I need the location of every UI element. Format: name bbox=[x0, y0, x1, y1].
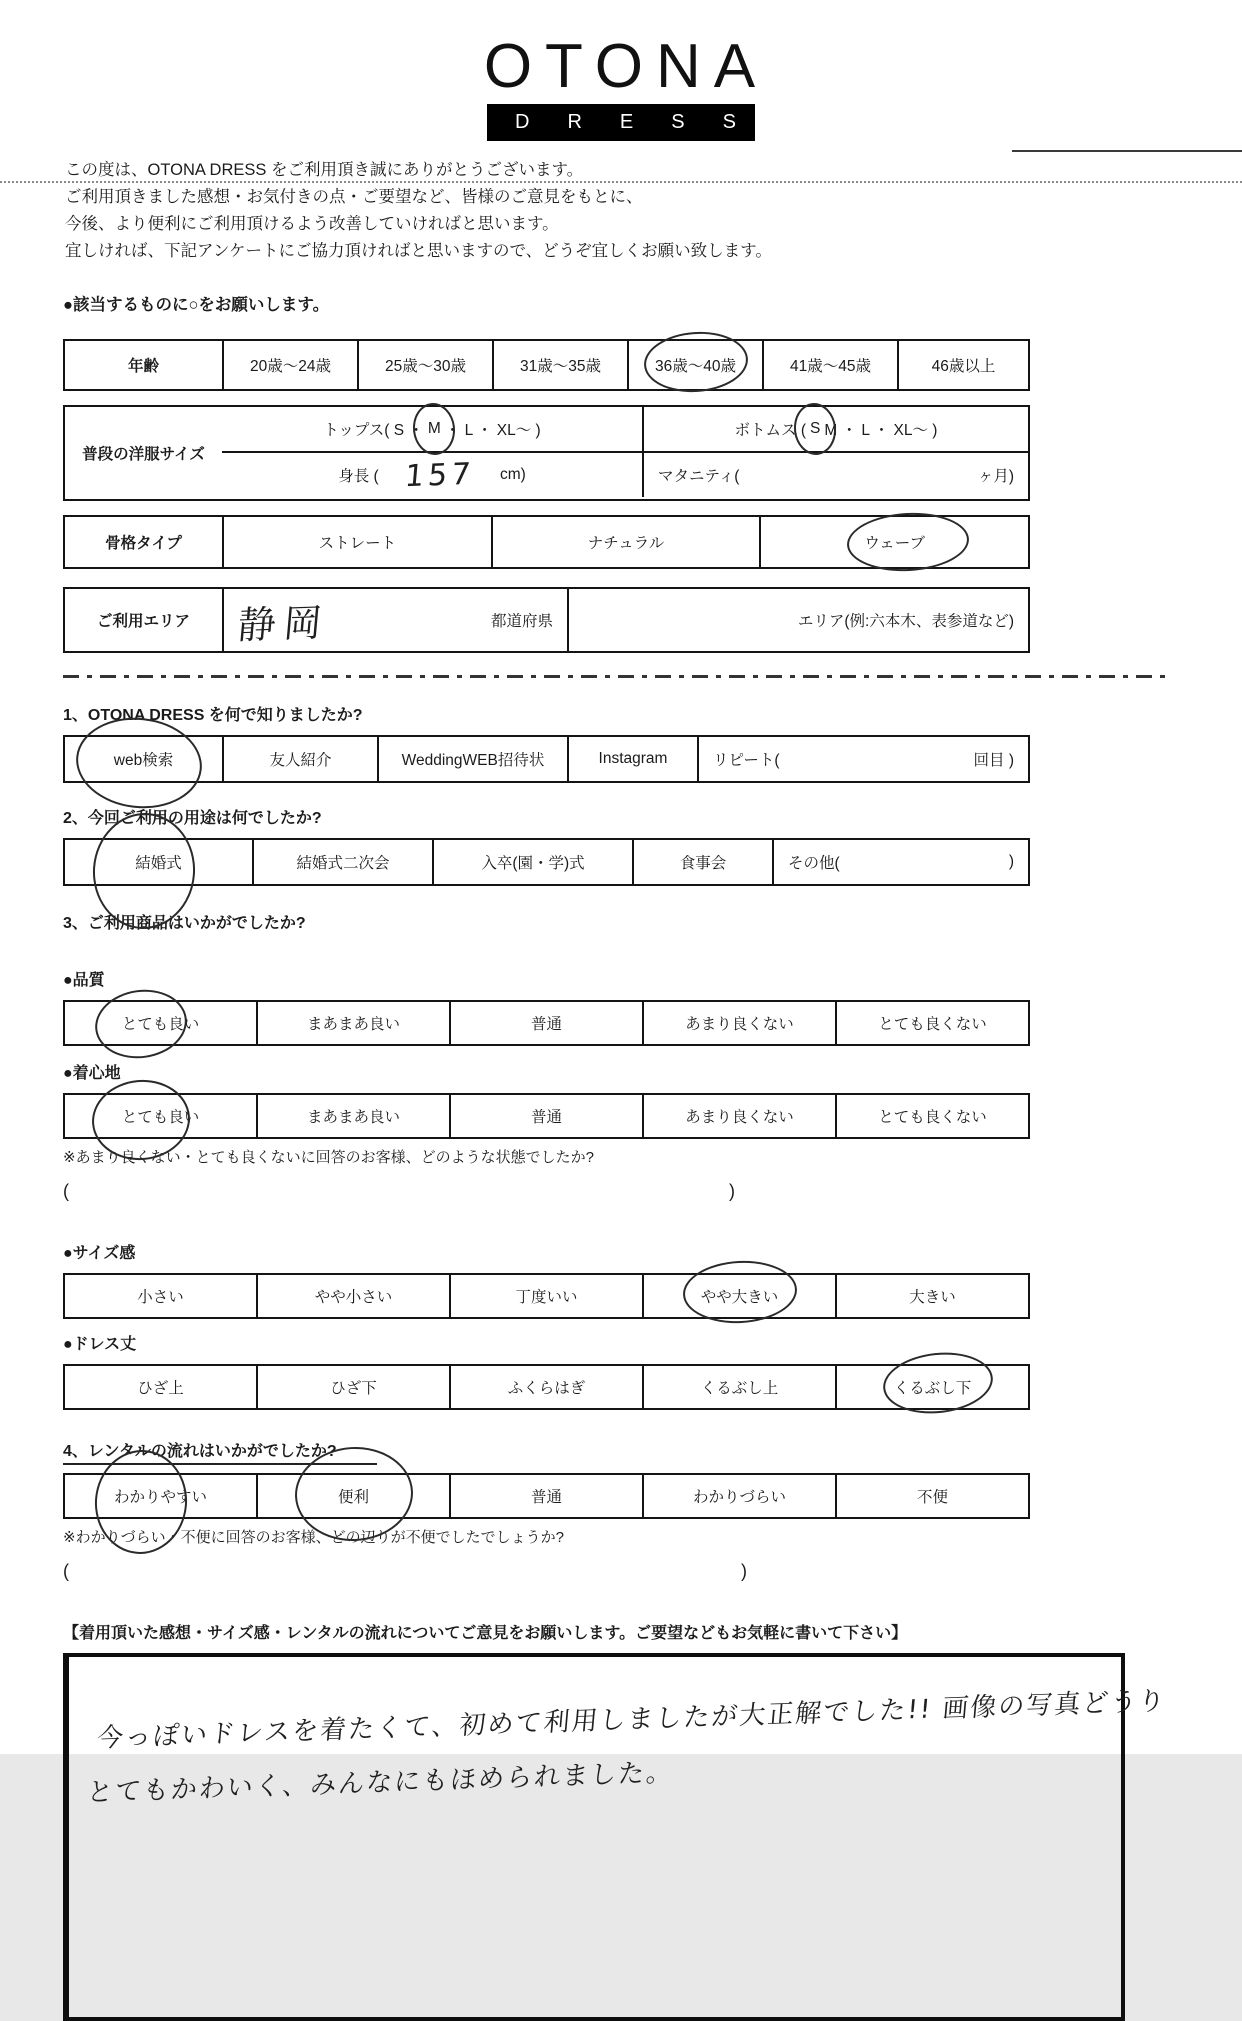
intro-line: 宜しければ、下記アンケートにご協力頂ければと思いますので、どうぞ宜しくお願い致します。 bbox=[65, 242, 772, 260]
age-label: 年齢 bbox=[127, 358, 159, 375]
q2-option-other bbox=[772, 840, 1028, 884]
size-feel-option-bit-small: やや小さい bbox=[256, 1275, 449, 1317]
intro-line: 今後、より便利にご利用頂けるよう改善していければと思います。 bbox=[65, 215, 559, 233]
comfort-option-fairly-good: まあまあ良い bbox=[256, 1095, 449, 1137]
bottoms-prefix: ボトムス ( bbox=[734, 422, 806, 439]
comment-box bbox=[63, 1653, 1168, 2021]
q4-option-label: わかりやすい bbox=[113, 1489, 207, 1506]
circle-instruction: ●該当するものに○をお願いします。 bbox=[63, 296, 330, 314]
age-option-46plus: 46歳以上 bbox=[897, 341, 1028, 389]
q2-other-prefix: その他( bbox=[788, 855, 840, 872]
maternity-suffix: ヶ月) bbox=[977, 468, 1014, 485]
age-option-label: 36歳〜40歳 bbox=[655, 358, 736, 375]
comfort-option-very-bad: とても良くない bbox=[835, 1095, 1028, 1137]
size-feel-table bbox=[63, 1273, 1030, 1319]
q4-title-text: 4、レンタルの流れはいかがでしたか? bbox=[63, 1438, 377, 1465]
q1-option-wedding-web: WeddingWEB招待状 bbox=[377, 737, 567, 781]
dotted-rule bbox=[0, 181, 1242, 183]
size-rows bbox=[222, 407, 1028, 499]
q4-option-label: 便利 bbox=[337, 1489, 369, 1506]
paren-open: ( bbox=[63, 1561, 69, 1581]
bottoms-cell bbox=[642, 407, 1028, 451]
size-feel-option-small: 小さい bbox=[137, 1289, 184, 1306]
q1-repeat-prefix: リピート( bbox=[713, 752, 780, 769]
height-suffix: cm) bbox=[499, 466, 526, 483]
q2-option-afterparty: 結婚式二次会 bbox=[252, 840, 432, 884]
q4-option-hard-to-understand: わかりづらい bbox=[642, 1475, 835, 1517]
q1-option-friend-referral: 友人紹介 bbox=[222, 737, 377, 781]
skeleton-type-table bbox=[63, 515, 1030, 569]
tops-prefix: トップス( S ・ bbox=[323, 422, 424, 439]
age-option-20-24: 20歳〜24歳 bbox=[222, 341, 357, 389]
q3-title: 3、ご利用商品はいかがでしたか? bbox=[63, 915, 306, 932]
tops-circled-label: M bbox=[427, 420, 441, 437]
height-handwritten-value: 157 bbox=[403, 456, 476, 494]
size-label: 普段の洋服サイズ bbox=[82, 446, 205, 463]
size-feel-option-just-right: 丁度いい bbox=[449, 1275, 642, 1317]
age-option-25-30: 25歳〜30歳 bbox=[357, 341, 492, 389]
quality-option-label: とても良い bbox=[121, 1016, 200, 1033]
brand-subtitle-bar: DRESS bbox=[487, 104, 755, 141]
comfort-option-label: とても良い bbox=[121, 1109, 200, 1126]
q1-option-web-search bbox=[65, 737, 222, 781]
skeleton-option-natural: ナチュラル bbox=[491, 517, 760, 567]
comfort-option-very-good bbox=[65, 1095, 256, 1137]
comfort-option-normal: 普通 bbox=[449, 1095, 642, 1137]
q4-option-easy-to-understand bbox=[65, 1475, 256, 1517]
maternity-cell bbox=[642, 453, 1028, 497]
dress-length-option-above-knee: ひざ上 bbox=[137, 1380, 184, 1397]
q1-table bbox=[63, 735, 1030, 783]
paren-close: ) bbox=[741, 1561, 747, 1581]
tops-suffix: ・ L ・ XL〜 ) bbox=[444, 422, 541, 439]
q4-option-inconvenient: 不便 bbox=[835, 1475, 1028, 1517]
intro-paragraph bbox=[65, 157, 1242, 265]
age-table bbox=[63, 339, 1030, 391]
intro-line: ご利用頂きました感想・お気付きの点・ご要望など、皆様のご意見をもとに、 bbox=[65, 188, 643, 206]
prefecture-unit: 都道府県 bbox=[490, 613, 553, 630]
size-feel-option-large: 大きい bbox=[835, 1275, 1028, 1317]
brand-logo bbox=[0, 0, 1242, 141]
q4-title bbox=[63, 1438, 1242, 1465]
quality-option-very-good bbox=[65, 1002, 256, 1044]
q2-other-suffix: ) bbox=[1008, 853, 1014, 870]
quality-option-very-bad: とても良くない bbox=[835, 1002, 1028, 1044]
quality-table bbox=[63, 1000, 1030, 1046]
usage-area-table bbox=[63, 587, 1030, 653]
tops-cell bbox=[222, 407, 642, 451]
bottoms-circled-label: S bbox=[810, 420, 821, 437]
q4-option-normal: 普通 bbox=[449, 1475, 642, 1517]
comment-handwritten-line: 今っぽいドレスを着たくて、初めて利用しましたが大正解でした!! 画像の写真どうり bbox=[95, 1686, 1168, 1754]
comfort-answer-parens bbox=[63, 1181, 735, 1202]
q1-option-instagram: Instagram bbox=[567, 737, 697, 781]
dress-length-option-below-knee: ひざ下 bbox=[256, 1366, 449, 1408]
dress-length-option-above-ankle: くるぶし上 bbox=[642, 1366, 835, 1408]
dress-length-option-below-ankle bbox=[835, 1366, 1028, 1408]
age-option-31-35: 31歳〜35歳 bbox=[492, 341, 627, 389]
quality-option-fairly-good: まあまあ良い bbox=[256, 1002, 449, 1044]
q2-table bbox=[63, 838, 1030, 886]
comfort-option-not-good: あまり良くない bbox=[642, 1095, 835, 1137]
area-label: ご利用エリア bbox=[96, 613, 190, 630]
q1-title: 1、OTONA DRESS を何で知りましたか? bbox=[63, 707, 363, 724]
brand-title: OTONA bbox=[483, 32, 769, 101]
size-row-top bbox=[222, 407, 1028, 451]
comfort-heading: ●着心地 bbox=[63, 1065, 121, 1082]
dress-length-option-label: くるぶし下 bbox=[893, 1380, 972, 1397]
prefecture-handwritten-value: 静岡 bbox=[235, 599, 332, 648]
q2-option-wedding bbox=[65, 840, 252, 884]
skeleton-option-label: ウェーブ bbox=[864, 535, 925, 552]
q2-option-ceremony: 入卒(園・学)式 bbox=[432, 840, 632, 884]
comment-handwritten-line: とてもかわいく、みんなにもほめられました。 bbox=[85, 1757, 676, 1809]
q2-option-dinner: 食事会 bbox=[632, 840, 772, 884]
quality-option-normal: 普通 bbox=[449, 1002, 642, 1044]
maternity-prefix: マタニティ( bbox=[658, 468, 740, 485]
area-hint-cell: エリア(例:六本木、表参道など) bbox=[567, 589, 1028, 651]
height-cell bbox=[222, 453, 642, 497]
q4-table bbox=[63, 1473, 1030, 1519]
q1-option-label: web検索 bbox=[113, 752, 174, 769]
tops-size-m bbox=[424, 420, 445, 438]
dress-length-heading: ●ドレス丈 bbox=[63, 1336, 137, 1353]
q4-option-convenient bbox=[256, 1475, 449, 1517]
comment-header: 【着用頂いた感想・サイズ感・レンタルの流れについてご意見をお願いします。ご要望などもお気軽に書いて下さい】 bbox=[63, 1625, 908, 1642]
size-row-bottom bbox=[222, 451, 1028, 497]
size-feel-option-label: やや大きい bbox=[700, 1289, 779, 1306]
q1-repeat-suffix: 回目 ) bbox=[973, 752, 1014, 769]
comfort-table bbox=[63, 1093, 1030, 1139]
skeleton-option-wave bbox=[759, 517, 1028, 567]
height-prefix: 身長 ( bbox=[338, 468, 379, 485]
dress-length-option-calf: ふくらはぎ bbox=[449, 1366, 642, 1408]
paren-open: ( bbox=[63, 1181, 69, 1201]
dress-length-table bbox=[63, 1364, 1030, 1410]
q4-note: ※わかりづらい・不便に回答のお客様、どの辺りが不便でしたでしょうか? bbox=[63, 1529, 564, 1546]
bottoms-suffix: M ・ L ・ XL〜 ) bbox=[824, 422, 938, 439]
size-feel-heading: ●サイズ感 bbox=[63, 1245, 136, 1262]
quality-option-not-good: あまり良くない bbox=[642, 1002, 835, 1044]
area-prefecture-cell bbox=[222, 589, 567, 651]
scan-artifact-line bbox=[1012, 150, 1242, 152]
age-option-36-40 bbox=[627, 341, 762, 389]
q2-title: 2、今回ご利用の用途は何でしたか? bbox=[63, 810, 322, 827]
paren-close: ) bbox=[729, 1181, 735, 1201]
intro-line: この度は、OTONA DRESS をご利用頂き誠にありがとうございます。 bbox=[65, 161, 584, 179]
quality-heading: ●品質 bbox=[63, 972, 105, 989]
bottoms-size-s bbox=[806, 420, 824, 438]
age-option-41-45: 41歳〜45歳 bbox=[762, 341, 897, 389]
size-feel-option-bit-large bbox=[642, 1275, 835, 1317]
skeleton-option-straight: ストレート bbox=[222, 517, 491, 567]
section-divider bbox=[63, 675, 1173, 678]
q1-option-repeat bbox=[697, 737, 1028, 781]
clothing-size-table bbox=[63, 405, 1030, 501]
comfort-note: ※あまり良くない・とても良くないに回答のお客様、どのような状態でしたか? bbox=[63, 1149, 594, 1166]
q4-answer-parens bbox=[63, 1561, 747, 1582]
skeleton-label: 骨格タイプ bbox=[105, 535, 182, 552]
q2-option-label: 結婚式 bbox=[135, 855, 182, 872]
